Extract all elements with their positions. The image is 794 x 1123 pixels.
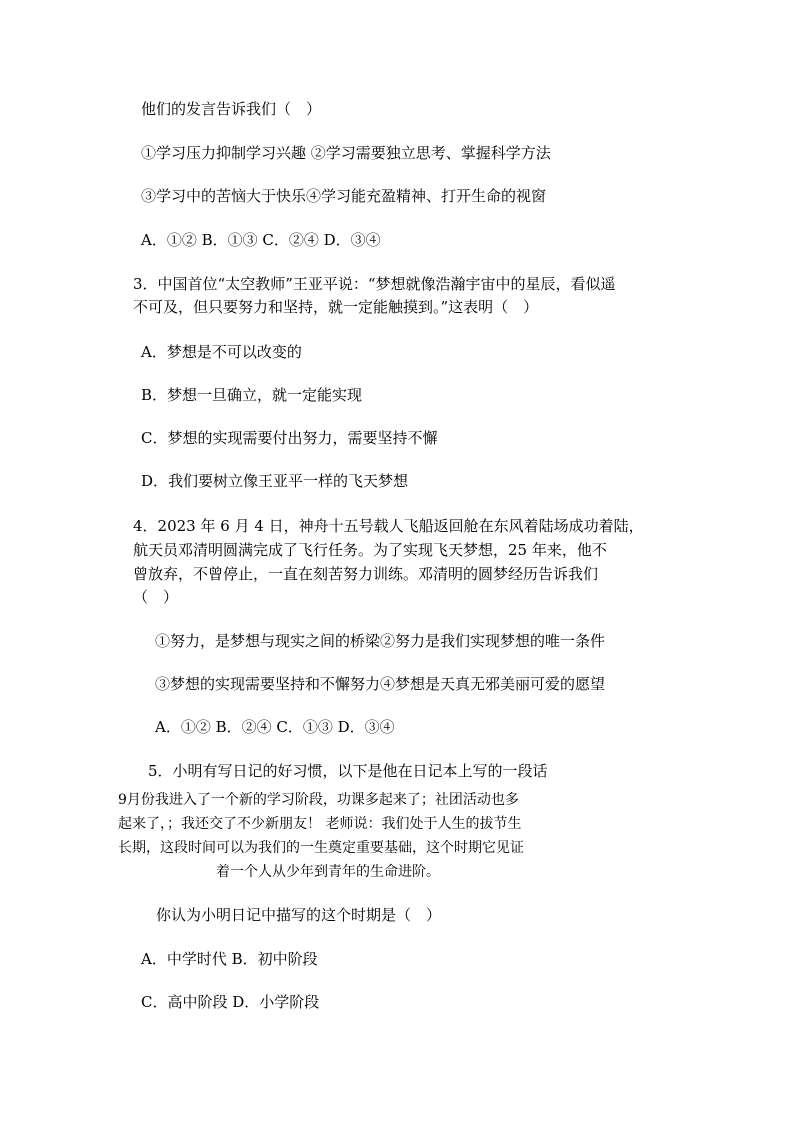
q4-statements-2: ③梦想的实现需要坚持和不懈努力④梦想是天真无邪美丽可爱的愿望 [155,675,606,693]
q5-diary-4: 着一个人从少年到青年的生命进阶。 [216,864,440,880]
q3-option-b: B．梦想一旦确立，就一定能实现 [141,386,363,404]
q5-diary-2: 起来了，；我还交了不少新朋友！ 老师说：我们处于人生的拔节生 [118,816,522,832]
q4-stem-4: （ ） [133,588,179,606]
q2-statements-2: ③学习中的苦恼大于快乐④学习能充盈精神、打开生命的视窗 [141,187,547,205]
q5-question: 你认为小明日记中描写的这个时期是（ ） [156,906,442,924]
q4-stem-3: 曾放弃，不曾停止，一直在刻苦努力训练。邓清明的圆梦经历告诉我们 [133,565,599,583]
q4-stem-1: 4．2023 年 6 月 4 日，神舟十五号载人飞船返回舱在东风着陆场成功着陆， [133,517,644,535]
q3-option-d: D．我们要树立像王亚平一样的飞天梦想 [141,472,409,490]
q5-diary-3: 长期，这段时间可以为我们的一生奠定重要基础，这个时期它见证 [118,840,524,856]
q3-option-c: C．梦想的实现需要付出努力，需要坚持不懈 [141,429,438,447]
q3-option-a: A．梦想是不可以改变的 [141,343,302,361]
q3-stem-1: 3．中国首位“太空教师”王亚平说：“梦想就像浩瀚宇宙中的星辰，看似遥 [133,275,616,293]
q4-stem-2: 航天员邓清明圆满完成了飞行任务。为了实现飞天梦想，25 年来，他不 [133,541,607,559]
q2-answer-choices: A．①② B．①③ C．②④ D．③④ [141,231,381,249]
q2-statements-1: ①学习压力抑制学习兴趣 ②学习需要独立思考、掌握科学方法 [141,144,551,162]
q3-stem-2: 不可及，但只要努力和坚持，就一定能触摸到。”这表明（ ） [133,298,539,316]
q5-answer-choices-2: C．高中阶段 D．小学阶段 [141,993,320,1011]
q4-statements-1: ①努力，是梦想与现实之间的桥梁②努力是我们实现梦想的唯一条件 [155,632,606,650]
q5-answer-choices-1: A．中学时代 B．初中阶段 [141,950,318,968]
q4-answer-choices: A．①② B．②④ C．①③ D．③④ [155,718,395,736]
q5-stem: 5．小明有写日记的好习惯，以下是他在日记本上写的一段话 [148,762,548,780]
q5-diary-1: 9月份我进入了一个新的学习阶段，功课多起来了；社团活动也多 [118,792,519,808]
q2-stem: 他们的发言告诉我们（ ） [141,100,322,118]
